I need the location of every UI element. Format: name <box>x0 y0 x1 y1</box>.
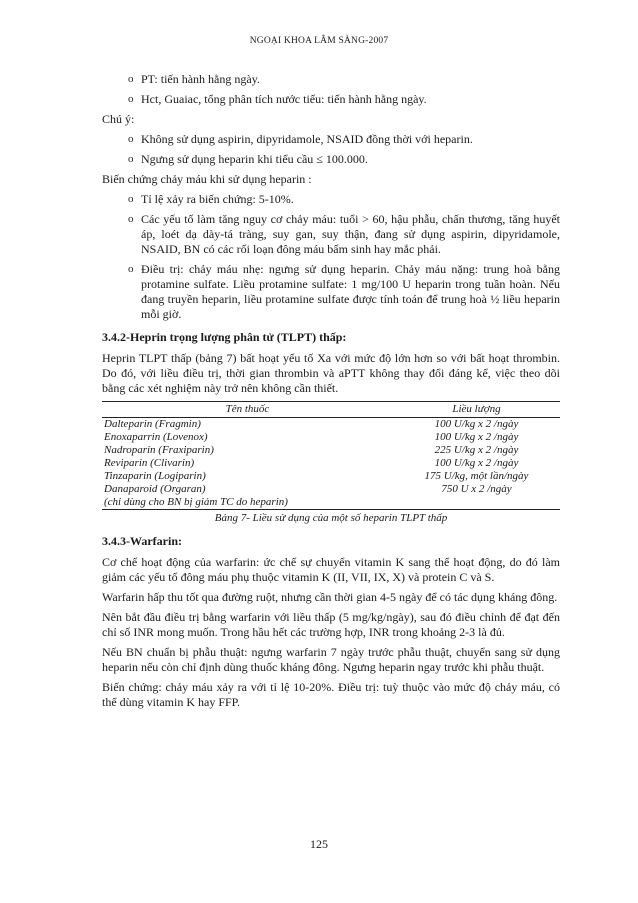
table-cell-dose: 100 U/kg x 2 /ngày <box>434 431 519 443</box>
list-item: o PT: tiến hành hằng ngày. <box>102 72 560 87</box>
table-cell-drug: Enoxaparrin (Lovenox) <box>104 431 208 443</box>
section-paragraph: Heprin TLPT thấp (bảng 7) bất hoạt yếu tố Xa với mức độ lớn hơn so với bất hoạt thrombin. Do đó, với liều điều trị, thời gian thrombin và aPTT không thay đổi đáng kể, việc theo dõi bằng các xét nghiệm này trở nên không cần thiết. <box>102 351 560 395</box>
list-item: o Tỉ lệ xảy ra biến chứng: 5-10%. <box>102 192 560 207</box>
table-row <box>102 418 560 432</box>
section-heading-343: 3.4.3-Warfarin: <box>102 534 182 548</box>
table-cell-dose <box>393 496 560 510</box>
list-item: o Ngưng sử dụng heparin khi tiểu cầu ≤ 100.000. <box>102 152 560 167</box>
table-cell-drug: Nadroparin (Fraxiparin) <box>104 444 214 456</box>
table-cell-drug: (chỉ dùng cho BN bị giảm TC do heparin) <box>102 496 393 510</box>
table-cell-dose: 750 U x 2 /ngày <box>441 483 512 495</box>
dosage-table <box>102 401 560 510</box>
section-paragraph: Biến chứng: chảy máu xảy ra với tỉ lệ 10-20%. Điều trị: tuỳ thuộc vào mức độ chảy máu, có thể dùng vitamin K hay FFP. <box>102 680 560 709</box>
table-row <box>102 470 560 483</box>
table-cell-dose: 100 U/kg x 2 /ngày <box>434 418 519 430</box>
page-number: 125 <box>310 837 328 851</box>
list-item: o Không sử dụng aspirin, dipyridamole, NSAID đồng thời với heparin. <box>102 132 560 147</box>
complication-heading: Biến chứng chảy máu khi sử dụng heparin : <box>102 172 312 186</box>
table-row <box>102 444 560 457</box>
table-cell-drug: Dalteparin (Fragmin) <box>104 418 201 430</box>
section-paragraph: Warfarin hấp thu tốt qua đường ruột, nhưng cần thời gian 4-5 ngày để có tác dụng kháng đông. <box>102 590 558 604</box>
section-paragraph: Nếu BN chuẩn bị phẫu thuật: ngưng warfarin 7 ngày trước phẫu thuật, chuyển sang sử dụng heparin nếu còn chỉ định dùng thuốc kháng đông. Ngưng heparin ngay trước khi phẫu thuật. <box>102 645 560 674</box>
table-row <box>102 431 560 444</box>
note-label: Chú ý: <box>102 112 135 126</box>
list-item: o Các yếu tố làm tăng nguy cơ chảy máu: tuổi > 60, hậu phẫu, chấn thương, tăng huyết áp, loét dạ dày-tá tràng, suy gan, suy thận, đang sử dụng aspirin, dipyridamole, NSAID, BN có các rối loạn đông máu bẩm sinh hay mắc phải. <box>102 212 560 257</box>
running-header: NGOẠI KHOA LÂM SÀNG-2007 <box>249 36 389 46</box>
table-cell-dose: 225 U/kg x 2 /ngày <box>434 444 519 456</box>
table-cell-dose: 175 U/kg, một lần/ngày <box>424 470 529 482</box>
table-header-row <box>102 402 560 418</box>
table-row <box>102 457 560 470</box>
section-paragraph: Cơ chế hoạt động của warfarin: ức chế sự chuyển vitamin K sang thể hoạt động, do đó làm giảm các yếu tố đông máu phụ thuộc vitamin K (II, VII, IX, X) và protein C và S. <box>102 555 560 584</box>
table-row <box>102 496 560 510</box>
table-cell-dose: 100 U/kg x 2 /ngày <box>434 457 519 469</box>
list-item: o Điều trị: chảy máu nhẹ: ngưng sử dụng heparin. Chảy máu nặng: trung hoà bằng protamine sulfate. Liều protamine sulfate: 1 mg/100 U heparin trong tuần hoàn. Nếu đang truyền heparin, liều protamine sulfate được tính toán để trung hoà ½ liều heparin mỗi giờ. <box>102 262 560 322</box>
table-header-cell: Tên thuốc <box>102 402 393 418</box>
list-item: o Hct, Guaiac, tổng phân tích nước tiểu: tiến hành hằng ngày. <box>102 92 560 107</box>
table-row <box>102 483 560 496</box>
table-cell-drug: Reviparin (Clivarin) <box>104 457 195 469</box>
table-cell-drug: Danaparoid (Orgaran) <box>104 483 206 495</box>
table-caption: Bảng 7- Liều sử dụng của một số heparin TLPT thấp <box>214 512 448 524</box>
section-paragraph: Nên bắt đầu điều trị bằng warfarin với liều thấp (5 mg/kg/ngày), sau đó điều chỉnh để đạt đến chỉ số INR mong muốn. Trong hầu hết các trường hợp, INR trong khoảng 2-3 là đủ. <box>102 610 560 639</box>
section-heading-342: 3.4.2-Heprin trọng lượng phân tử (TLPT) thấp: <box>102 330 347 344</box>
table-cell-drug: Tinzaparin (Logiparin) <box>104 470 206 482</box>
page-content <box>102 72 560 715</box>
table-header-cell: Liều lượng <box>393 402 560 418</box>
